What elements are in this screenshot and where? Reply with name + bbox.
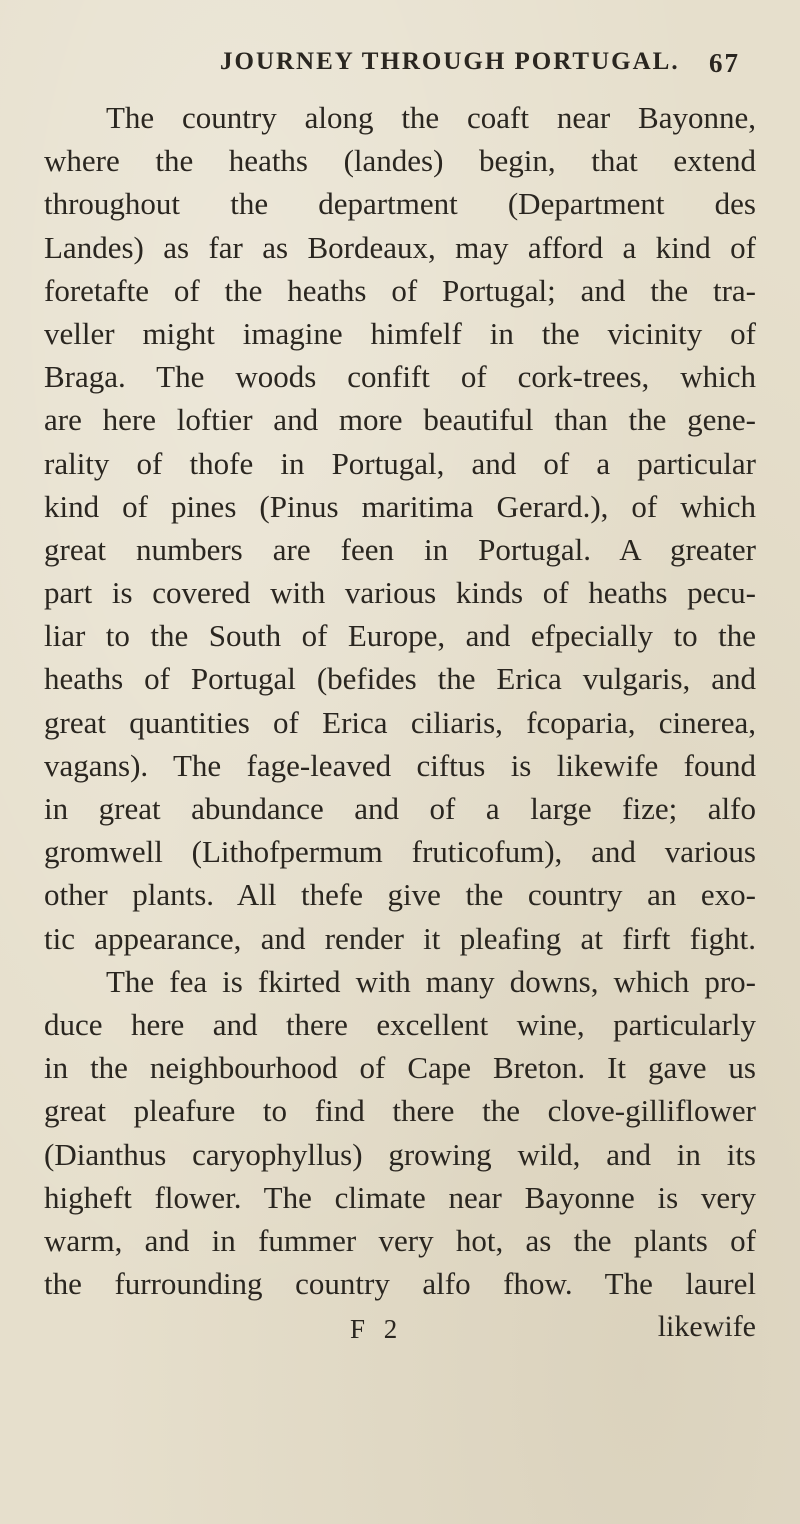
text-line: veller might imagine himfelf in the vicinity of [44,315,756,351]
page-footer [44,1310,756,1350]
text-line: The fea is fkirted with many downs, which pro- [106,963,756,999]
text-line: other plants. All thefe give the country an exo- [44,877,756,913]
text-line: throughout the department (Department des [44,186,756,222]
text-line: great pleafure to find there the clove-gilliflower [44,1093,756,1129]
text-line: foretafte of the heaths of Portugal; and the tra- [44,272,756,308]
text-line: vagans). The fage-leaved ciftus is likewife found [44,747,756,783]
text-line: great numbers are feen in Portugal. A greater [44,531,756,567]
text-line: heaths of Portugal (befides the Erica vulgaris, and [44,661,756,697]
text-line: great quantities of Erica ciliaris, fcoparia, cinerea, [44,704,756,740]
text-line: gromwell (Lithofpermum fruticofum), and various [44,834,756,870]
text-line: part is covered with various kinds of heaths pecu- [44,575,756,611]
text-line: in the neighbourhood of Cape Breton. It gave us [44,1050,756,1086]
text-line: higheft flower. The climate near Bayonne is very [44,1179,756,1215]
text-line: the furrounding country alfo fhow. The laurel [44,1266,756,1302]
text-line: are here loftier and more beautiful than the gene- [44,402,756,438]
text-line: tic appearance, and render it pleafing at firft fight. [44,920,756,956]
signature-mark: F 2 [350,1314,404,1344]
text-line: kind of pines (Pinus maritima Gerard.), of which [44,488,756,524]
text-line: in great abundance and of a large fize; alfo [44,791,756,826]
text-line: rality of thofe in Portugal, and of a particular [44,445,756,481]
text-line: Braga. The woods confift of cork-trees, which [44,359,756,395]
text-line: liar to the South of Europe, and efpecially to the [44,618,756,654]
body-text [44,96,756,1305]
text-line: The country along the coaft near Bayonne, [106,100,756,135]
text-line: where the heaths (landes) begin, that extend [44,143,756,179]
catchword: likewife [657,1310,756,1343]
text-line: Landes) as far as Bordeaux, may afford a kind of [44,229,756,265]
running-head [220,48,740,84]
text-line: warm, and in fummer very hot, as the plants of [44,1222,756,1258]
page-number: 67 [709,48,740,78]
running-title: JOURNEY THROUGH PORTUGAL. [220,48,680,75]
text-line: (Dianthus caryophyllus) growing wild, and in its [44,1136,756,1172]
text-line: duce here and there excellent wine, particularly [44,1006,756,1042]
